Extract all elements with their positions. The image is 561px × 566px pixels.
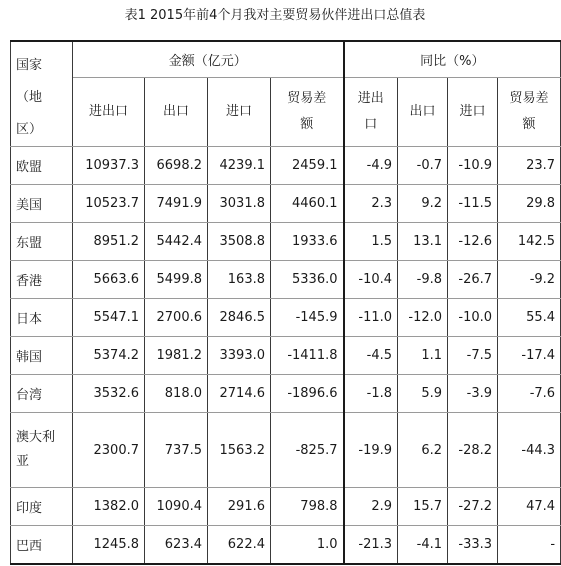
row-value-7: -10.0 (448, 299, 498, 337)
row-value-8: 47.4 (498, 488, 561, 526)
header-yoy-group: 同比（%） (344, 41, 561, 78)
row-value-6: 13.1 (398, 223, 448, 261)
row-value-6: 6.2 (398, 413, 448, 488)
header-yoy-import: 进口 (448, 78, 498, 147)
row-region: 印度 (11, 488, 73, 526)
row-value-6: 5.9 (398, 375, 448, 413)
table-row (11, 185, 561, 223)
header-amount-export: 出口 (145, 78, 208, 147)
row-value-3: 3508.8 (208, 223, 271, 261)
table-row (11, 223, 561, 261)
row-value-8: 23.7 (498, 147, 561, 185)
row-value-8: -17.4 (498, 337, 561, 375)
row-value-8: -44.3 (498, 413, 561, 488)
row-region: 香港 (11, 261, 73, 299)
row-value-2: 623.4 (145, 526, 208, 565)
header-amount-balance: 贸易差额 (271, 78, 344, 147)
header-yoy-balance: 贸易差额 (498, 78, 561, 147)
row-value-3: 3031.8 (208, 185, 271, 223)
row-value-2: 2700.6 (145, 299, 208, 337)
row-value-1: 8951.2 (73, 223, 145, 261)
row-value-2: 7491.9 (145, 185, 208, 223)
row-value-3: 2714.6 (208, 375, 271, 413)
row-value-4: -825.7 (271, 413, 344, 488)
row-value-1: 10937.3 (73, 147, 145, 185)
row-value-8: -9.2 (498, 261, 561, 299)
row-value-8: - (498, 526, 561, 565)
header-amount-total: 进出口 (73, 78, 145, 147)
row-region: 韩国 (11, 337, 73, 375)
row-value-7: -28.2 (448, 413, 498, 488)
table-row (11, 413, 561, 488)
row-value-4: 4460.1 (271, 185, 344, 223)
row-value-7: -26.7 (448, 261, 498, 299)
row-value-8: -7.6 (498, 375, 561, 413)
header-amount-import: 进口 (208, 78, 271, 147)
row-value-4: 798.8 (271, 488, 344, 526)
row-value-1: 5374.2 (73, 337, 145, 375)
row-value-5: -1.8 (344, 375, 398, 413)
header-yoy-total: 进出口 (344, 78, 398, 147)
row-value-5: -19.9 (344, 413, 398, 488)
row-value-1: 2300.7 (73, 413, 145, 488)
row-value-7: -11.5 (448, 185, 498, 223)
row-value-6: 9.2 (398, 185, 448, 223)
row-value-6: 1.1 (398, 337, 448, 375)
table-row (11, 337, 561, 375)
row-region: 日本 (11, 299, 73, 337)
row-value-3: 163.8 (208, 261, 271, 299)
row-value-8: 55.4 (498, 299, 561, 337)
trade-partner-table (10, 40, 561, 565)
row-value-1: 3532.6 (73, 375, 145, 413)
row-value-4: -1896.6 (271, 375, 344, 413)
row-region: 东盟 (11, 223, 73, 261)
row-region: 巴西 (11, 526, 73, 565)
table-row (11, 299, 561, 337)
row-value-3: 1563.2 (208, 413, 271, 488)
row-value-7: -12.6 (448, 223, 498, 261)
row-value-4: -145.9 (271, 299, 344, 337)
row-value-4: 1.0 (271, 526, 344, 565)
row-value-7: -3.9 (448, 375, 498, 413)
row-value-1: 1245.8 (73, 526, 145, 565)
row-value-2: 5499.8 (145, 261, 208, 299)
row-value-1: 10523.7 (73, 185, 145, 223)
row-region: 欧盟 (11, 147, 73, 185)
row-value-5: -21.3 (344, 526, 398, 565)
row-value-1: 1382.0 (73, 488, 145, 526)
table-row (11, 526, 561, 565)
row-value-4: 5336.0 (271, 261, 344, 299)
row-value-4: 1933.6 (271, 223, 344, 261)
row-value-5: 1.5 (344, 223, 398, 261)
row-value-5: -4.9 (344, 147, 398, 185)
table-title: 表1 2015年前4个月我对主要贸易伙伴进出口总值表 (124, 8, 426, 23)
row-value-4: -1411.8 (271, 337, 344, 375)
table-row (11, 488, 561, 526)
row-value-8: 29.8 (498, 185, 561, 223)
row-value-6: -12.0 (398, 299, 448, 337)
row-value-7: -7.5 (448, 337, 498, 375)
row-region: 台湾 (11, 375, 73, 413)
row-value-8: 142.5 (498, 223, 561, 261)
row-value-2: 1090.4 (145, 488, 208, 526)
row-value-7: -33.3 (448, 526, 498, 565)
header-amount-group: 金额（亿元） (73, 41, 344, 78)
row-value-2: 1981.2 (145, 337, 208, 375)
row-region: 澳大利亚 (11, 413, 73, 488)
row-value-3: 622.4 (208, 526, 271, 565)
row-value-6: 15.7 (398, 488, 448, 526)
header-region: 国家（地区） (11, 41, 73, 147)
row-value-5: -11.0 (344, 299, 398, 337)
table-row (11, 261, 561, 299)
row-value-3: 4239.1 (208, 147, 271, 185)
row-value-6: -0.7 (398, 147, 448, 185)
row-value-2: 818.0 (145, 375, 208, 413)
row-value-7: -27.2 (448, 488, 498, 526)
row-value-3: 3393.0 (208, 337, 271, 375)
row-value-5: -4.5 (344, 337, 398, 375)
row-value-1: 5547.1 (73, 299, 145, 337)
row-region: 美国 (11, 185, 73, 223)
row-value-7: -10.9 (448, 147, 498, 185)
row-value-6: -4.1 (398, 526, 448, 565)
table-row (11, 147, 561, 185)
row-value-2: 5442.4 (145, 223, 208, 261)
row-value-1: 5663.6 (73, 261, 145, 299)
row-value-6: -9.8 (398, 261, 448, 299)
row-value-3: 291.6 (208, 488, 271, 526)
row-value-5: 2.3 (344, 185, 398, 223)
row-value-4: 2459.1 (271, 147, 344, 185)
row-value-2: 737.5 (145, 413, 208, 488)
row-value-2: 6698.2 (145, 147, 208, 185)
row-value-5: 2.9 (344, 488, 398, 526)
row-value-5: -10.4 (344, 261, 398, 299)
header-yoy-export: 出口 (398, 78, 448, 147)
row-value-3: 2846.5 (208, 299, 271, 337)
table-row (11, 375, 561, 413)
